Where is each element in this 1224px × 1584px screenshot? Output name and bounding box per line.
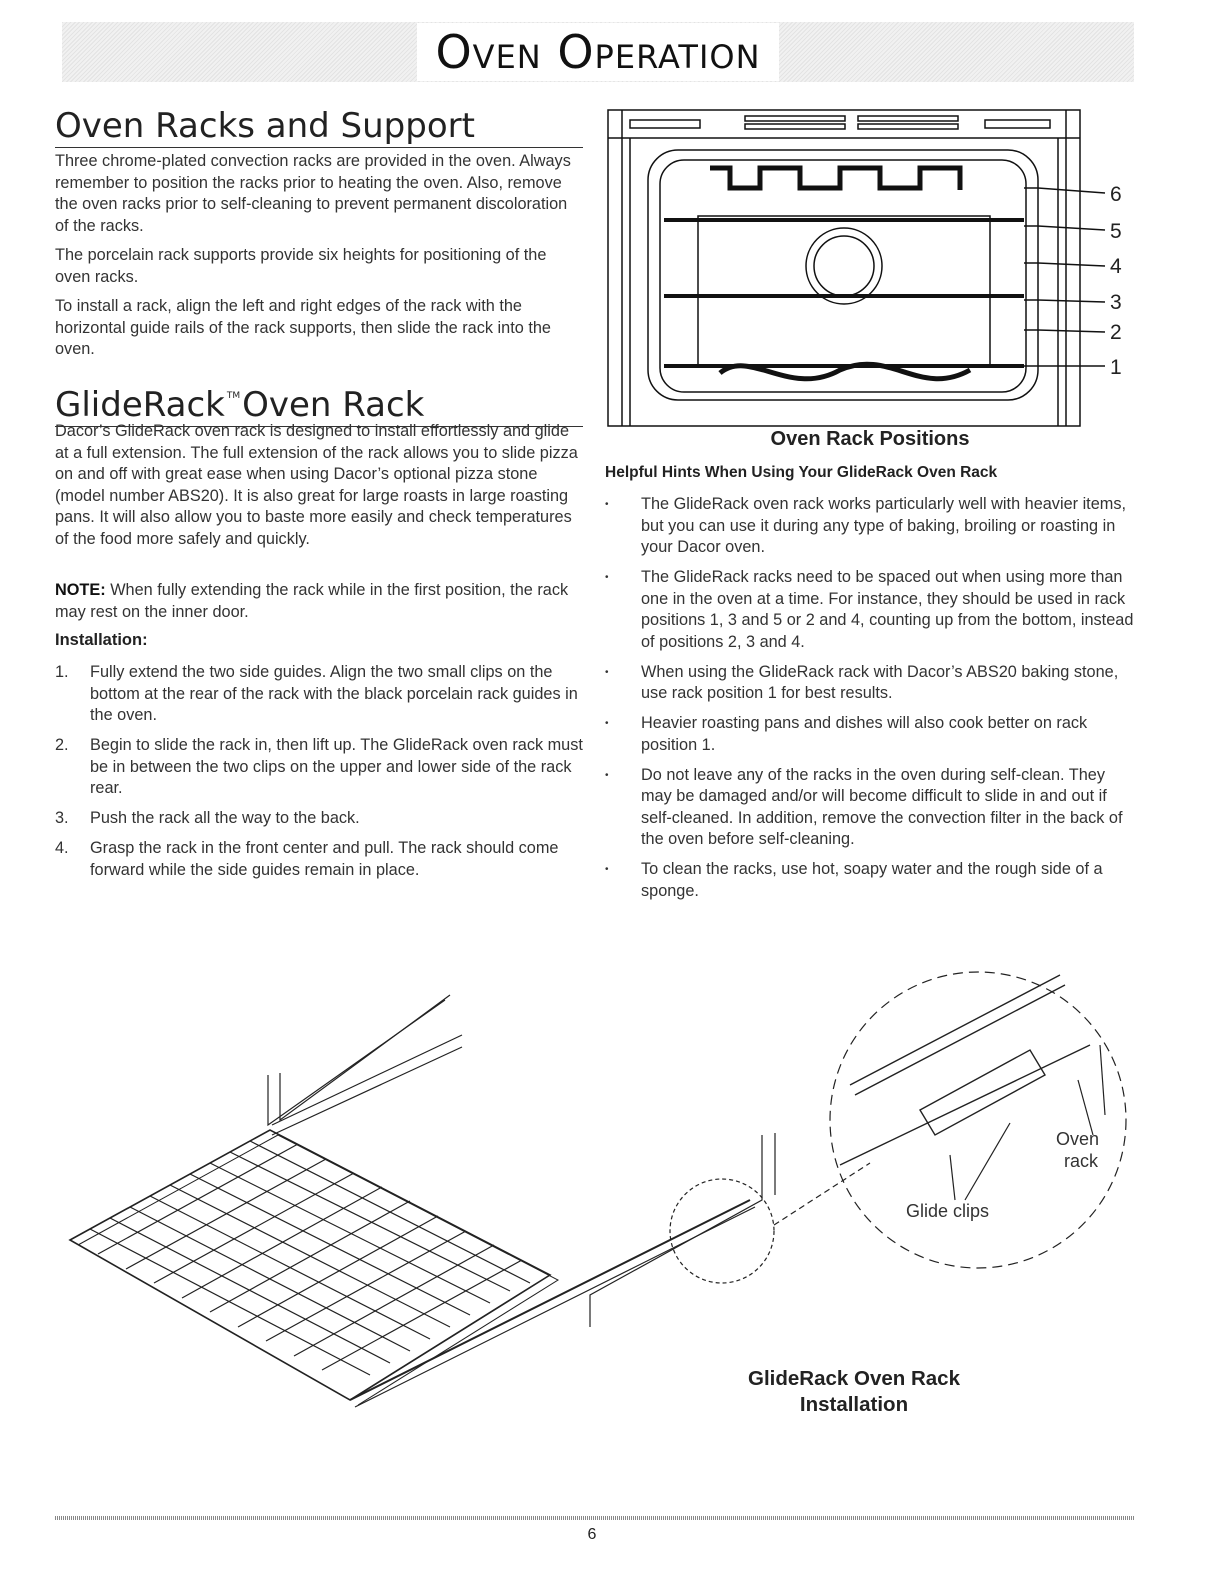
rack-grid: [70, 1130, 558, 1405]
installation-heading: Installation:: [55, 631, 148, 649]
hint-item: • Do not leave any of the racks in the oven during self-clean. They may be damaged and/or will become difficult to slide in and out if self-cleaned. In addition, remove the convection filter in the back of the oven before self-cleaning.: [605, 765, 1137, 851]
gliderack-title-main: GlideRack: [55, 385, 225, 425]
section-title-gliderack: [55, 376, 583, 427]
trademark-mark: TM: [226, 391, 241, 401]
install-rack-paragraph: To install a rack, align the left and right edges of the rack with the horizontal guide rails of the rack supports, then slide the rack into the oven.: [55, 297, 551, 358]
installation-steps: [55, 662, 590, 890]
rack-position-label: 1: [1110, 356, 1122, 379]
rack-position-label: 5: [1110, 220, 1122, 243]
hint-item: • The GlideRack racks need to be spaced out when using more than one in the oven at a time. For instance, they should be used in rack positions 1, 3 and 5 or 2 and 4, counting up from the bottom, instead of positions 2, 3 and 4.: [605, 567, 1137, 653]
oven-rack-positions-diagram: [600, 108, 1140, 428]
note-paragraph: [55, 580, 585, 623]
hints-list: [605, 494, 1137, 911]
header-banner: [62, 22, 1134, 82]
rack-position-label: 4: [1110, 255, 1122, 278]
step-item: 3. Push the rack all the way to the back.: [55, 809, 360, 827]
gliderack-installation-illustration: [50, 955, 1140, 1435]
gliderack-installation-caption: GlideRack Oven Rack Installation: [748, 1367, 960, 1416]
page-title: Oven Operation: [417, 23, 778, 81]
hints-heading: Helpful Hints When Using Your GlideRack Oven Rack: [605, 464, 998, 481]
footer-rule: [55, 1516, 1135, 1520]
gliderack-paragraph: Dacor’s GlideRack oven rack is designed to install effortlessly and glide at a full extension. The full extension of the rack allows you to slide pizza on and off with great ease when using Dacor’s optional pizza stone (model number ABS20). It is also great for large roasts in large roasting pans. It will also allow you to baste more easily and check temperatures of the food more safely and quickly.: [55, 422, 578, 548]
rack-position-label: 6: [1110, 183, 1122, 206]
note-label: NOTE:: [55, 581, 106, 599]
oven-rack-positions-caption: Oven Rack Positions: [770, 428, 970, 450]
rack-supports-paragraph: The porcelain rack supports provide six heights for positioning of the oven racks.: [55, 246, 547, 286]
step-item: 2. Begin to slide the rack in, then lift up. The GlideRack oven rack must be in between the two clips on the upper and lower side of the rack rear.: [55, 736, 583, 797]
rack-position-label: 3: [1110, 291, 1122, 314]
hint-item: • When using the GlideRack rack with Dacor’s ABS20 baking stone, use rack position 1 for best results.: [605, 662, 1137, 705]
racks-intro-paragraph: Three chrome-plated convection racks are provided in the oven. Always remember to position the racks prior to heating the oven. Also, remove the oven racks prior to self-cleaning to prevent permanent discoloration of the racks.: [55, 152, 571, 235]
hint-item: • Heavier roasting pans and dishes will also cook better on rack position 1.: [605, 713, 1137, 756]
glide-clips-label: Glide clips: [906, 1201, 990, 1221]
page-number: 6: [587, 1526, 597, 1543]
section-title-racks-support: Oven Racks and Support: [55, 106, 583, 148]
oven-label: Oven: [1056, 1129, 1100, 1149]
hint-item: • The GlideRack oven rack works particularly well with heavier items, but you can use it during any type of baking, broiling or roasting in your Dacor oven.: [605, 494, 1137, 559]
step-item: 4. Grasp the rack in the front center and pull. The rack should come forward while the side guides remain in place.: [55, 839, 559, 879]
rack-position-label: 2: [1110, 321, 1122, 344]
hint-item: • To clean the racks, use hot, soapy water and the rough side of a sponge.: [605, 859, 1137, 902]
step-item: 1. Fully extend the two side guides. Align the two small clips on the bottom at the rear of the rack with the black porcelain rack guides in the oven.: [55, 663, 578, 724]
note-text: When fully extending the rack while in the first position, the rack may rest on the inner door.: [55, 581, 569, 621]
gliderack-title-rest: Oven Rack: [242, 385, 425, 425]
rack-label: rack: [1064, 1151, 1099, 1171]
